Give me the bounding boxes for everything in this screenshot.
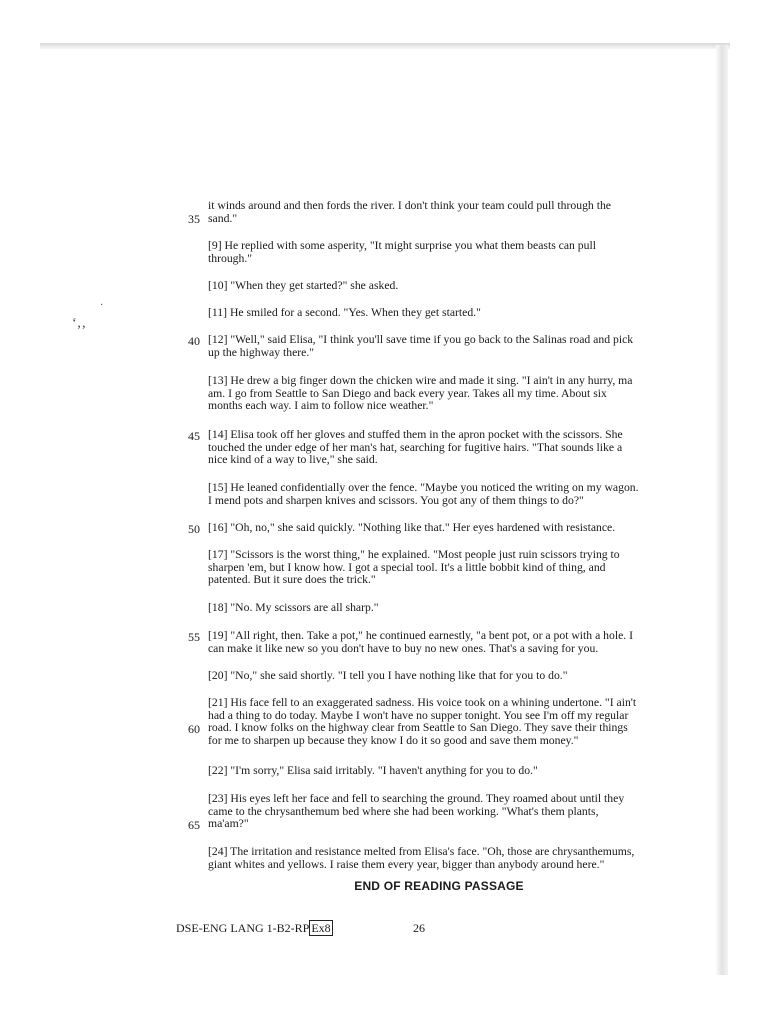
passage-line: up the highway there." (208, 345, 315, 359)
passage-paragraph (208, 307, 670, 320)
passage-paragraph (208, 522, 670, 535)
passage-line: [14] Elisa took off her gloves and stuffed them in the apron pocket with the scissors. She (208, 428, 623, 441)
margin-mark: · (100, 300, 104, 311)
passage-line: [18] "No. My scissors are all sharp." (208, 601, 379, 614)
passage-line: came to the chrysanthemum bed where she had been working. "What's them plants, (208, 804, 599, 818)
passage-paragraph (208, 846, 670, 871)
passage-line: [20] "No," she said shortly. "I tell you I have nothing like that for you to do." (208, 669, 568, 682)
line-number: 45 (188, 429, 200, 443)
passage-line: patented. But it sure does the trick." (208, 573, 376, 587)
passage-line: [9] He replied with some asperity, "It might surprise you what them beasts can pull (208, 239, 596, 252)
passage-line: ma'am?" (208, 817, 249, 831)
passage-line: [23] His eyes left her face and fell to searching the ground. They roamed about until they (208, 792, 625, 805)
line-number: 40 (188, 334, 200, 348)
passage-paragraph (208, 334, 670, 359)
passage-line: am. I go from Seattle to San Diego and back every year. Takes all my time. About six (208, 386, 607, 400)
passage-line: for me to sharpen up because they know I do it so good and save them money." (208, 733, 579, 747)
paper-code-box: Ex8 (311, 921, 331, 935)
passage-paragraph (208, 630, 670, 655)
line-number: 50 (188, 522, 200, 536)
passage-line: [15] He leaned confidentially over the fence. "Maybe you noticed the writing on my wagon. (208, 481, 639, 494)
margin-mark: ‘‚‚ (72, 316, 86, 331)
passage-paragraph (208, 200, 670, 225)
passage-line: [12] "Well," said Elisa, "I think you'll save time if you go back to the Salinas road and pick (208, 333, 634, 346)
passage-line: [11] He smiled for a second. "Yes. When they get started." (208, 306, 481, 319)
passage-line: through." (208, 251, 253, 265)
line-number: 60 (188, 722, 200, 736)
passage-paragraph (208, 670, 670, 683)
passage-line: nice kind of a way to live," she said. (208, 453, 378, 467)
passage-line: giant whites and yellows. I raise them every year, bigger than anybody around here." (208, 857, 605, 871)
passage-paragraph (208, 240, 670, 265)
passage-line: [22] "I'm sorry," Elisa said irritably. "I haven't anything for you to do." (208, 764, 538, 777)
page-top-edge (40, 43, 730, 49)
passage-line: sharpen 'em, but I know how. I got a special tool. It's a little bobbit kind of thing, and (208, 560, 606, 574)
passage-line: I mend pots and sharpen knives and scissors. You got any of them things to do?" (208, 493, 584, 507)
passage-line: touched the under edge of her man's hat, searching for fugitive hairs. "That sounds like a (208, 440, 623, 454)
passage-line: months each way. I aim to follow nice weather." (208, 399, 434, 413)
paper-code-text: DSE-ENG LANG 1-B2-RP (176, 921, 310, 935)
passage-paragraph (208, 765, 670, 778)
line-number: 55 (188, 630, 200, 644)
passage-paragraph (208, 602, 670, 615)
passage-paragraph (208, 375, 670, 413)
passage-line: [10] "When they get started?" she asked. (208, 279, 399, 292)
passage-line: [21] His face fell to an exaggerated sadness. His voice took on a whining undertone. "I ain't (208, 696, 637, 709)
line-number: 35 (188, 212, 200, 226)
passage-line: can make it like new so you don't have to buy no new ones. That's a saving for you. (208, 641, 599, 655)
passage-paragraph (208, 482, 670, 507)
passage-paragraph (208, 793, 670, 831)
passage-line: sand." (208, 211, 238, 225)
passage-paragraph (208, 549, 670, 587)
passage-line: [16] "Oh, no," she said quickly. "Nothing like that." Her eyes hardened with resistance. (208, 521, 616, 534)
line-number: 65 (188, 818, 200, 832)
passage-line: road. I know folks on the highway clear from Seattle to San Diego. They save their things (208, 721, 628, 735)
passage-line: [13] He drew a big finger down the chicken wire and made it sing. "I ain't in any hurry, ma (208, 374, 633, 387)
end-of-passage-heading: END OF READING PASSAGE (354, 879, 524, 893)
paper-code (176, 921, 333, 936)
passage-line: it winds around and then fords the river. I don't think your team could pull through the (208, 199, 611, 212)
passage-line: had a thing to do today. Maybe I won't have no supper tonight. You see I'm off my regular (208, 708, 629, 722)
page-right-edge (716, 45, 728, 975)
passage-line: [17] "Scissors is the worst thing," he explained. "Most people just ruin scissors trying to (208, 548, 620, 561)
passage-line: [24] The irritation and resistance melted from Elisa's face. "Oh, those are chrysanthemums, (208, 845, 635, 858)
page-number: 26 (413, 921, 425, 935)
passage-paragraph (208, 280, 670, 293)
passage-paragraph (208, 697, 670, 747)
passage-paragraph (208, 429, 670, 467)
passage-line: [19] "All right, then. Take a pot," he continued earnestly, "a bent pot, or a pot with a hole. I (208, 629, 634, 642)
